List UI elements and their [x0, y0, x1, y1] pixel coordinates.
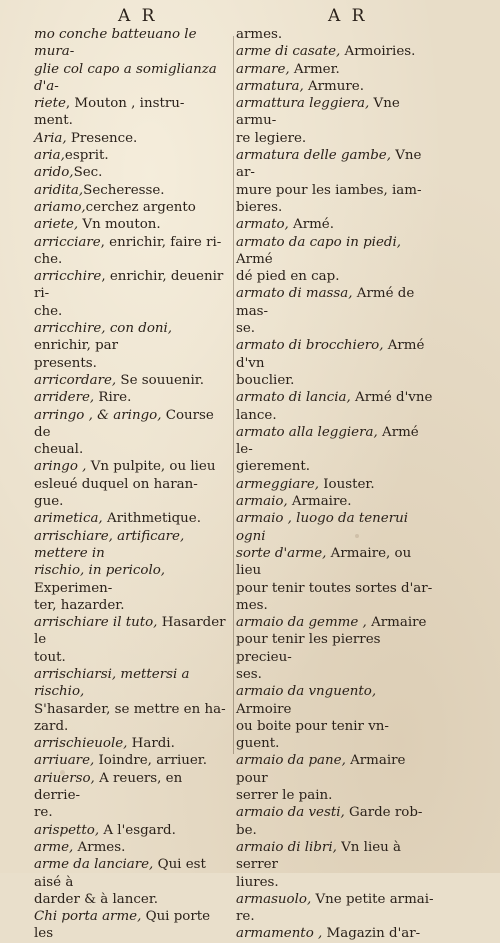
french-gloss: presents. — [34, 355, 97, 371]
entry-line — [34, 372, 232, 389]
entry-line — [236, 182, 434, 199]
french-gloss: A reuers, en derrie- — [34, 770, 183, 804]
entry-line — [236, 337, 434, 372]
italian-term: rischio, in pericolo, — [34, 563, 166, 579]
french-gloss: mes. — [236, 597, 268, 613]
italian-term: Chi porta arme, — [34, 909, 142, 925]
french-gloss: Iouster. — [319, 476, 375, 492]
entry-line — [34, 752, 232, 769]
french-gloss: Armure. — [303, 78, 364, 94]
french-gloss: tout. — [34, 649, 66, 665]
french-gloss: lance. — [236, 407, 277, 423]
italian-term: armato di massa, — [236, 286, 353, 302]
french-gloss: Secheresse. — [83, 182, 165, 198]
french-gloss: Armé d'vne — [350, 390, 433, 406]
french-gloss: Experimen- — [34, 580, 113, 596]
french-gloss: Vne ar- — [236, 148, 422, 181]
entry-line — [236, 839, 434, 874]
french-gloss: se. — [236, 321, 256, 337]
italian-term: aridita, — [34, 182, 84, 198]
paper-blemish — [355, 534, 359, 538]
italian-term: Aria, — [34, 130, 67, 146]
french-gloss: bouclier. — [236, 372, 295, 388]
entry-line — [34, 839, 232, 856]
entry-line — [236, 735, 434, 752]
entry-line — [236, 666, 434, 683]
entry-line — [236, 130, 434, 147]
entry-line — [236, 804, 434, 821]
entry-line — [34, 61, 232, 96]
italian-term: armaio di libri, — [236, 839, 337, 855]
italian-term: armatura, — [236, 78, 304, 94]
italian-term: arridere, — [34, 390, 95, 406]
french-gloss: Magazin d'ar- — [322, 926, 421, 942]
entry-line — [34, 164, 232, 181]
french-gloss: mure pour les iambes, iam- — [236, 182, 422, 198]
entry-line — [236, 580, 434, 597]
entry-line — [236, 545, 434, 580]
entry-line — [34, 493, 232, 510]
italian-term: ariamo, — [34, 199, 86, 215]
entry-line — [236, 26, 434, 43]
italian-term: aringo , — [34, 459, 87, 475]
entry-line — [34, 199, 232, 216]
italian-term: armatura delle gambe, — [236, 148, 391, 164]
italian-term: ariuerso, — [34, 770, 95, 786]
entry-line — [34, 320, 232, 355]
french-gloss: Qui est aisé à — [34, 857, 206, 890]
french-gloss: Ioindre, arriuer. — [94, 753, 207, 769]
italian-term: armasuolo, — [236, 891, 312, 907]
entry-line — [34, 441, 232, 458]
entry-line — [34, 528, 232, 563]
left-column — [34, 26, 232, 943]
entry-line — [34, 216, 232, 233]
entry-line — [236, 147, 434, 182]
italian-term: arricordare, — [34, 372, 117, 388]
french-gloss: Vne petite armai- — [311, 891, 434, 907]
french-gloss: Qui porte les — [34, 909, 211, 942]
french-gloss: Arithmetique. — [102, 511, 201, 527]
entry-line — [236, 61, 434, 78]
italian-term: arido, — [34, 165, 74, 181]
italian-term: sorte d'arme, — [236, 545, 327, 561]
italian-term: arispetto, — [34, 822, 100, 838]
italian-term: arricchire — [34, 269, 102, 285]
french-gloss: Armé — [236, 251, 273, 267]
entry-line — [34, 355, 232, 372]
entry-line — [236, 493, 434, 510]
italian-term: arricchire, con doni, — [34, 321, 173, 337]
entry-line — [34, 389, 232, 406]
entry-line — [236, 95, 434, 130]
italian-term: armattura leggiera, — [236, 96, 370, 112]
entry-line — [34, 407, 232, 442]
italian-term: arrischieuole, — [34, 736, 128, 752]
entry-line — [236, 476, 434, 493]
french-gloss: Armaire — [366, 615, 427, 631]
entry-line — [236, 908, 434, 925]
italian-term: armato alla leggiera, — [236, 424, 378, 440]
entry-line — [236, 874, 434, 891]
italian-term: arme, — [34, 839, 74, 855]
entry-line — [34, 476, 232, 493]
paper-blemish — [60, 770, 65, 775]
french-gloss: gue. — [34, 494, 64, 510]
entry-line — [236, 234, 434, 269]
french-gloss: pour tenir les pierres precieu- — [236, 632, 381, 665]
entry-line — [236, 787, 434, 804]
entry-line — [34, 234, 232, 251]
entry-line — [236, 597, 434, 614]
french-gloss: Armé le- — [236, 424, 419, 458]
entry-line — [236, 372, 434, 389]
french-gloss: Vne armu- — [236, 96, 400, 129]
french-gloss: Armaire, ou lieu — [236, 545, 412, 579]
french-gloss: Presence. — [66, 130, 138, 146]
entry-line — [34, 562, 232, 597]
french-gloss: Armaire pour — [236, 753, 406, 786]
entry-line — [34, 770, 232, 805]
french-gloss: dé pied en cap. — [236, 269, 340, 285]
french-gloss: ou boite pour tenir vn- — [236, 718, 389, 734]
french-gloss: Armé d'vn — [236, 338, 425, 371]
italian-term: armato di lancia, — [236, 390, 351, 406]
entry-line — [34, 182, 232, 199]
entry-line — [236, 718, 434, 735]
french-gloss: armes. — [236, 27, 283, 42]
italian-term: arrischiare, artificare, mettere in — [34, 528, 185, 561]
french-gloss: re. — [236, 909, 255, 925]
entry-line — [34, 822, 232, 839]
french-gloss: Garde rob- — [344, 805, 423, 821]
italian-term: arme di casate, — [236, 44, 341, 60]
french-gloss: guent. — [236, 736, 280, 752]
italian-term: armaio, — [236, 494, 288, 510]
entry-line — [34, 510, 232, 527]
french-gloss: , Mouton , instru- — [65, 96, 185, 112]
entry-line — [236, 268, 434, 285]
italian-term: arrischiare il tuto, — [34, 615, 158, 631]
right-column — [236, 26, 434, 943]
italian-term: armaio da vesti, — [236, 805, 345, 821]
french-gloss: be. — [236, 822, 257, 838]
entry-line — [34, 95, 232, 112]
entry-line — [236, 389, 434, 406]
french-gloss: zard. — [34, 718, 69, 734]
entry-line — [236, 216, 434, 233]
entry-line — [34, 891, 232, 908]
header-right: A R — [328, 6, 368, 26]
italian-term: arricciare — [34, 234, 101, 250]
french-gloss: serrer le pain. — [236, 788, 333, 804]
entry-line — [34, 718, 232, 735]
french-gloss: A l'esgard. — [99, 822, 176, 838]
italian-term: armaio da vnguento, — [236, 684, 377, 700]
entry-line — [34, 130, 232, 147]
italian-term: armaio , luogo da tenerui ogni — [236, 511, 409, 544]
italian-term: mo conche batteuano le mura- — [34, 27, 197, 60]
french-gloss: Armes. — [73, 839, 126, 855]
french-gloss: Course de — [34, 407, 214, 440]
french-gloss: re legiere. — [236, 130, 307, 146]
entry-line — [34, 251, 232, 268]
french-gloss: Armoire — [236, 701, 292, 717]
italian-term: arimetica, — [34, 511, 103, 527]
italian-term: armato, — [236, 217, 289, 233]
entry-line — [34, 735, 232, 752]
french-gloss: Se souuenir. — [116, 372, 204, 388]
entry-line — [34, 268, 232, 303]
french-gloss: ses. — [236, 666, 262, 682]
italian-term: armaio da pane, — [236, 753, 346, 769]
french-gloss: che. — [34, 303, 63, 319]
entry-line — [34, 908, 232, 943]
italian-term: armato da capo in piedi, — [236, 234, 402, 250]
entry-line — [236, 683, 434, 718]
entry-line — [34, 26, 232, 61]
entry-line — [236, 320, 434, 337]
french-gloss: Armé. — [288, 217, 334, 233]
french-gloss: Armé de mas- — [236, 286, 415, 319]
entry-line — [236, 510, 434, 545]
french-gloss: che. — [34, 251, 63, 267]
french-gloss: esleué duquel on haran- — [34, 476, 198, 492]
french-gloss: Hardi. — [127, 736, 175, 752]
entry-line — [34, 701, 232, 718]
header-left: A R — [118, 6, 158, 26]
italian-term: riete — [34, 96, 66, 112]
entry-line — [34, 804, 232, 821]
french-gloss: bieres. — [236, 199, 283, 215]
entry-line — [236, 822, 434, 839]
french-gloss: , enrichir, deuenir ri- — [34, 269, 224, 302]
french-gloss: Vn lieu à serrer — [236, 839, 402, 873]
entry-line — [236, 424, 434, 459]
entry-line — [236, 752, 434, 787]
entry-line — [34, 303, 232, 320]
french-gloss: Armoiries. — [340, 44, 416, 60]
french-gloss: liures. — [236, 874, 279, 890]
french-gloss: , enrichir, faire ri- — [100, 234, 222, 250]
french-gloss: darder & à lancer. — [34, 891, 159, 907]
entry-line — [236, 285, 434, 320]
entry-line — [236, 458, 434, 475]
french-gloss: Vn mouton. — [78, 217, 161, 233]
entry-line — [34, 458, 232, 475]
italian-term: glie col capo a somiglianza d'a- — [34, 61, 217, 94]
entry-line — [34, 666, 232, 701]
entry-line — [236, 891, 434, 908]
french-gloss: pour tenir toutes sortes d'ar- — [236, 580, 433, 596]
french-gloss: ter, hazarder. — [34, 597, 125, 613]
paper-blemish — [395, 620, 399, 624]
french-gloss: re. — [34, 805, 53, 821]
french-gloss: Sec. — [73, 165, 103, 181]
italian-term: aria, — [34, 148, 65, 164]
entry-line — [236, 925, 434, 942]
french-gloss: enrichir, par — [34, 338, 119, 354]
french-gloss: Rire. — [94, 390, 132, 406]
french-gloss: Armer. — [289, 61, 340, 77]
italian-term: arringo , & aringo, — [34, 407, 162, 423]
italian-term: arrischiarsi, mettersi a rischio, — [34, 666, 190, 700]
entry-line — [236, 631, 434, 666]
italian-term: arme da lanciare, — [34, 857, 154, 873]
italian-term: armamento , — [236, 926, 323, 942]
entry-line — [34, 856, 232, 891]
french-gloss: esprit. — [64, 148, 109, 164]
italian-term: arriuare, — [34, 753, 95, 769]
entry-line — [236, 614, 434, 631]
french-gloss: cheual. — [34, 442, 84, 458]
italian-term: armato di brocchiero, — [236, 338, 384, 354]
entry-line — [34, 112, 232, 129]
french-gloss: Armaire. — [287, 494, 352, 510]
italian-term: armeggiare, — [236, 476, 319, 492]
french-gloss: gierement. — [236, 459, 310, 475]
column-divider — [233, 36, 234, 754]
french-gloss: Hasarder le — [34, 615, 226, 648]
entry-line — [34, 147, 232, 164]
italian-term: armaio da gemme , — [236, 615, 367, 631]
entry-line — [236, 407, 434, 424]
entry-line — [34, 614, 232, 649]
entry-line — [236, 43, 434, 60]
italian-term: armare, — [236, 61, 290, 77]
french-gloss: Vn pulpite, ou lieu — [86, 459, 216, 475]
entry-line — [34, 597, 232, 614]
entry-line — [236, 199, 434, 216]
french-gloss: ment. — [34, 113, 73, 129]
french-gloss: S'hasarder, se mettre en ha- — [34, 701, 226, 717]
entry-line — [236, 78, 434, 95]
entry-line — [34, 649, 232, 666]
italian-term: ariete, — [34, 217, 79, 233]
french-gloss: cerchez argento — [85, 199, 196, 215]
